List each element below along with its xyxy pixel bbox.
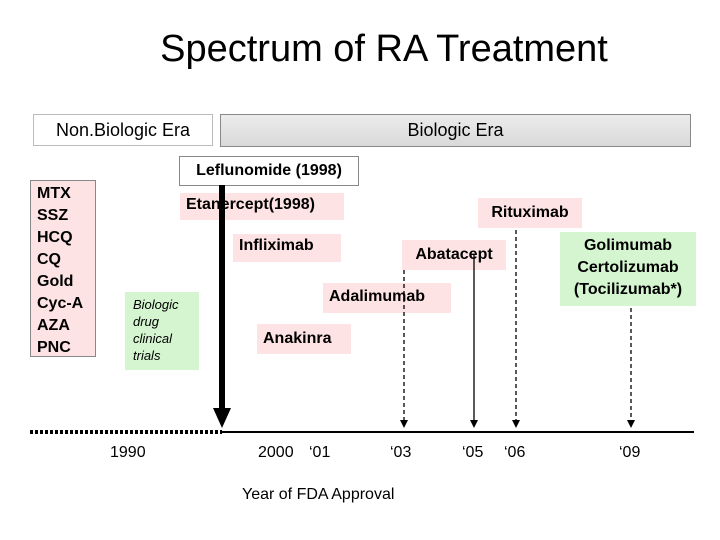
year-2005: ‘05 <box>462 444 484 461</box>
rituximab-label: Rituximab <box>478 198 582 228</box>
biologic-start-arrow-head <box>213 408 231 428</box>
etanercept-label: Etanercept(1998) <box>180 193 344 220</box>
non-biologic-era-label: Non.Biologic Era <box>33 114 213 146</box>
trials-line: trials <box>133 348 161 363</box>
drug-ssz: SSZ <box>37 207 69 224</box>
year-1990: 1990 <box>110 444 146 461</box>
x-axis-title: Year of FDA Approval <box>242 486 395 503</box>
year-2009: ‘09 <box>619 444 641 461</box>
abatacept-label: Abatacept <box>402 240 506 270</box>
drug-gold: Gold <box>37 273 74 290</box>
drug-mtx: MTX <box>37 185 71 202</box>
drug-cq: CQ <box>37 251 61 268</box>
drug-hcq: HCQ <box>37 229 73 246</box>
trials-line: drug <box>133 314 160 329</box>
tocilizumab-line: (Tocilizumab*) <box>573 281 683 298</box>
trials-line: clinical <box>133 331 173 346</box>
drug-cyc-a: Cyc-A <box>37 295 84 312</box>
year-2001: ‘01 <box>309 444 331 461</box>
drug-aza: AZA <box>37 317 70 334</box>
golimumab-line: Golimumab <box>583 237 672 254</box>
page-title: Spectrum of RA Treatment <box>160 28 608 70</box>
certolizumab-line: Certolizumab <box>577 259 679 276</box>
drug-pnc: PNC <box>37 339 71 356</box>
year-2003: ‘03 <box>390 444 412 461</box>
year-2006: ‘06 <box>504 444 526 461</box>
leflunomide-label: Leflunomide (1998) <box>179 156 359 186</box>
anakinra-label: Anakinra <box>257 324 351 354</box>
year-2000: 2000 <box>258 444 294 461</box>
infliximab-label: Infliximab <box>233 234 341 262</box>
biologic-era-label: Biologic Era <box>220 114 691 147</box>
adalimumab-label: Adalimumab <box>323 283 451 313</box>
trials-line: Biologic <box>133 297 179 312</box>
